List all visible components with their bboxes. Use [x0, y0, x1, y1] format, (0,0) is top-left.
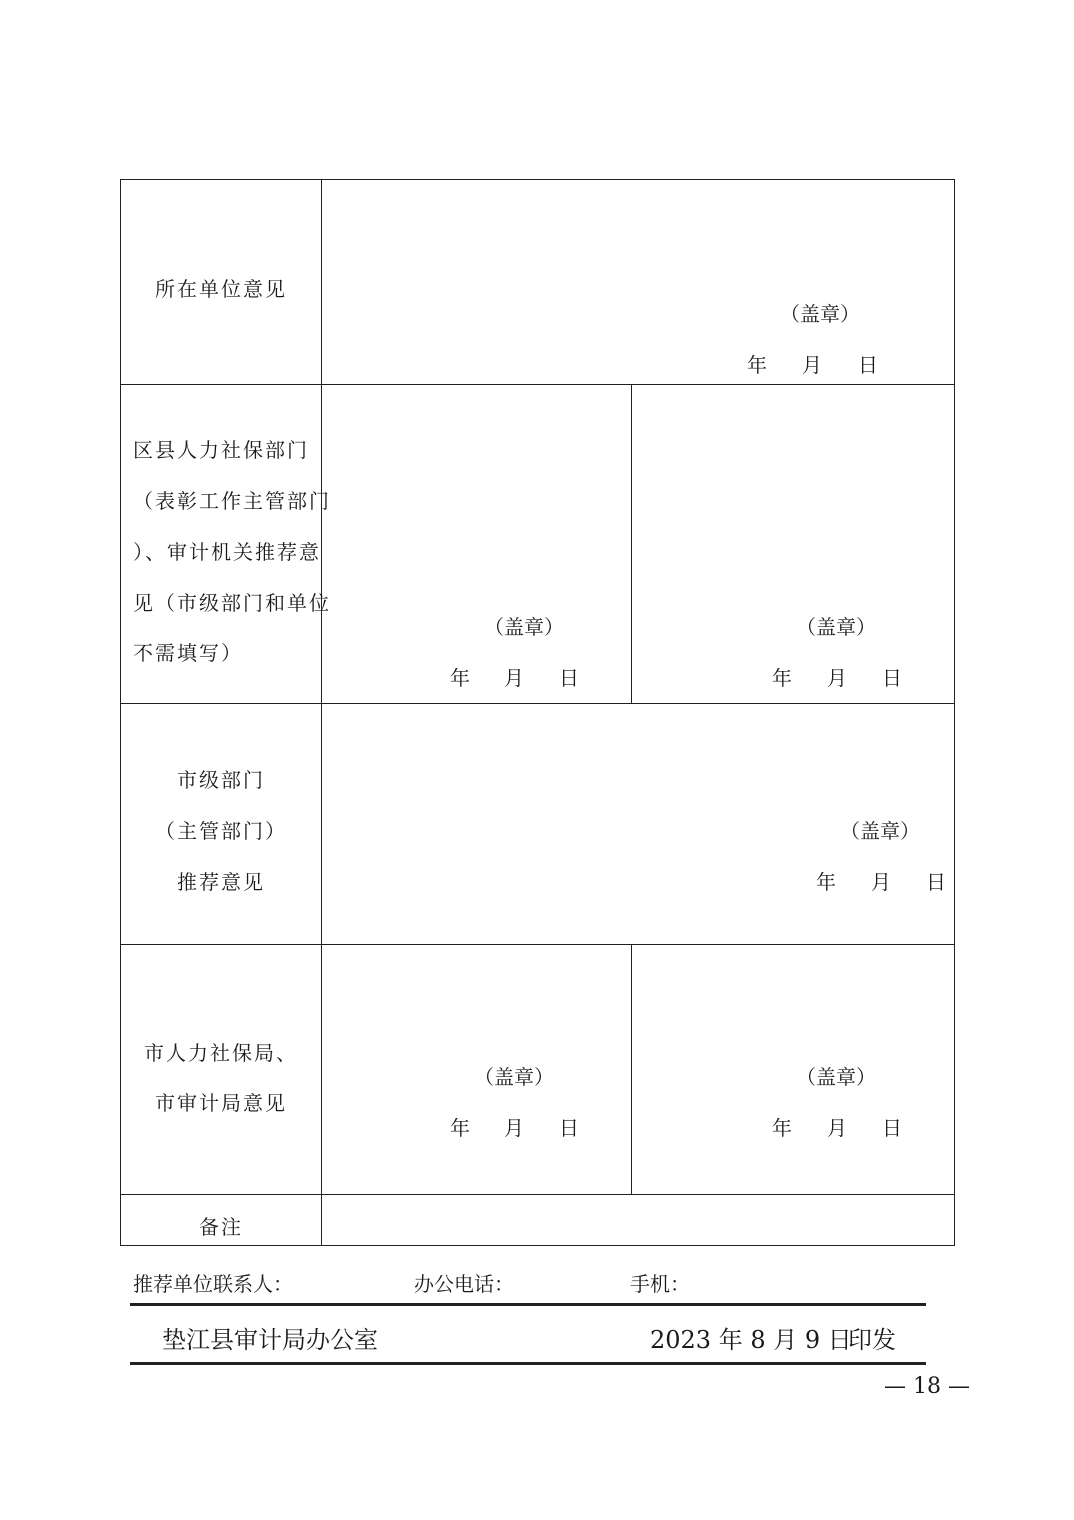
- unit-opinion-seal: （盖章）: [780, 302, 860, 326]
- district-left-month: 月: [504, 666, 524, 690]
- unit-opinion-label: 所在单位意见: [155, 277, 287, 301]
- district-opinion-label-line: ）、审计机关推荐意: [133, 540, 321, 564]
- city-bureau-left-day: 日: [559, 1116, 579, 1140]
- city-bureau-label-line: 市人力社保局、: [144, 1041, 298, 1065]
- district-opinion-label-line: 不需填写）: [133, 641, 243, 665]
- district-right-seal: （盖章）: [796, 615, 876, 639]
- city-dept-month: 月: [871, 870, 891, 894]
- city-bureau-right-month: 月: [827, 1116, 847, 1140]
- issue-action: 印发: [848, 1326, 896, 1354]
- issuance-bottom-rule: [130, 1362, 926, 1365]
- row-divider: [120, 384, 955, 385]
- unit-opinion-year: 年: [747, 353, 767, 377]
- city-dept-label-line: （主管部门）: [155, 819, 287, 843]
- city-dept-day: 日: [926, 870, 946, 894]
- district-opinion-label-line: 见（市级部门和单位: [133, 591, 331, 615]
- issuance-top-rule: [130, 1303, 926, 1306]
- district-right-month: 月: [827, 666, 847, 690]
- issue-date: 2023 年 8 月 9 日: [650, 1326, 852, 1354]
- remarks-label: 备注: [199, 1215, 243, 1239]
- page-number: — 18 —: [884, 1374, 970, 1399]
- district-left-year: 年: [450, 666, 470, 690]
- mobile-label: 手机：: [630, 1272, 690, 1296]
- city-bureau-right-seal: （盖章）: [796, 1065, 876, 1089]
- split-column-divider: [631, 944, 632, 1194]
- issuing-office: 垫江县审计局办公室: [162, 1326, 378, 1354]
- city-bureau-right-day: 日: [882, 1116, 902, 1140]
- office-phone-label: 办公电话：: [414, 1272, 514, 1296]
- district-left-seal: （盖章）: [484, 615, 564, 639]
- district-left-day: 日: [559, 666, 579, 690]
- city-bureau-right-year: 年: [772, 1116, 792, 1140]
- city-dept-label-line: 推荐意见: [177, 870, 265, 894]
- contact-person-label: 推荐单位联系人：: [133, 1272, 293, 1296]
- row-divider: [120, 944, 955, 945]
- city-dept-seal: （盖章）: [840, 819, 920, 843]
- row-divider: [120, 703, 955, 704]
- row-divider: [120, 1194, 955, 1195]
- split-column-divider: [631, 384, 632, 704]
- district-opinion-label-line: （表彰工作主管部门: [133, 489, 331, 513]
- district-right-year: 年: [772, 666, 792, 690]
- city-bureau-left-year: 年: [450, 1116, 470, 1140]
- district-opinion-label-line: 区县人力社保部门: [133, 438, 309, 462]
- unit-opinion-month: 月: [802, 353, 822, 377]
- city-bureau-left-month: 月: [504, 1116, 524, 1140]
- city-dept-year: 年: [816, 870, 836, 894]
- city-bureau-label-line: 市审计局意见: [155, 1091, 287, 1115]
- city-dept-label-line: 市级部门: [177, 768, 265, 792]
- city-bureau-left-seal: （盖章）: [474, 1065, 554, 1089]
- unit-opinion-day: 日: [858, 353, 878, 377]
- district-right-day: 日: [882, 666, 902, 690]
- label-column-divider: [321, 179, 322, 1246]
